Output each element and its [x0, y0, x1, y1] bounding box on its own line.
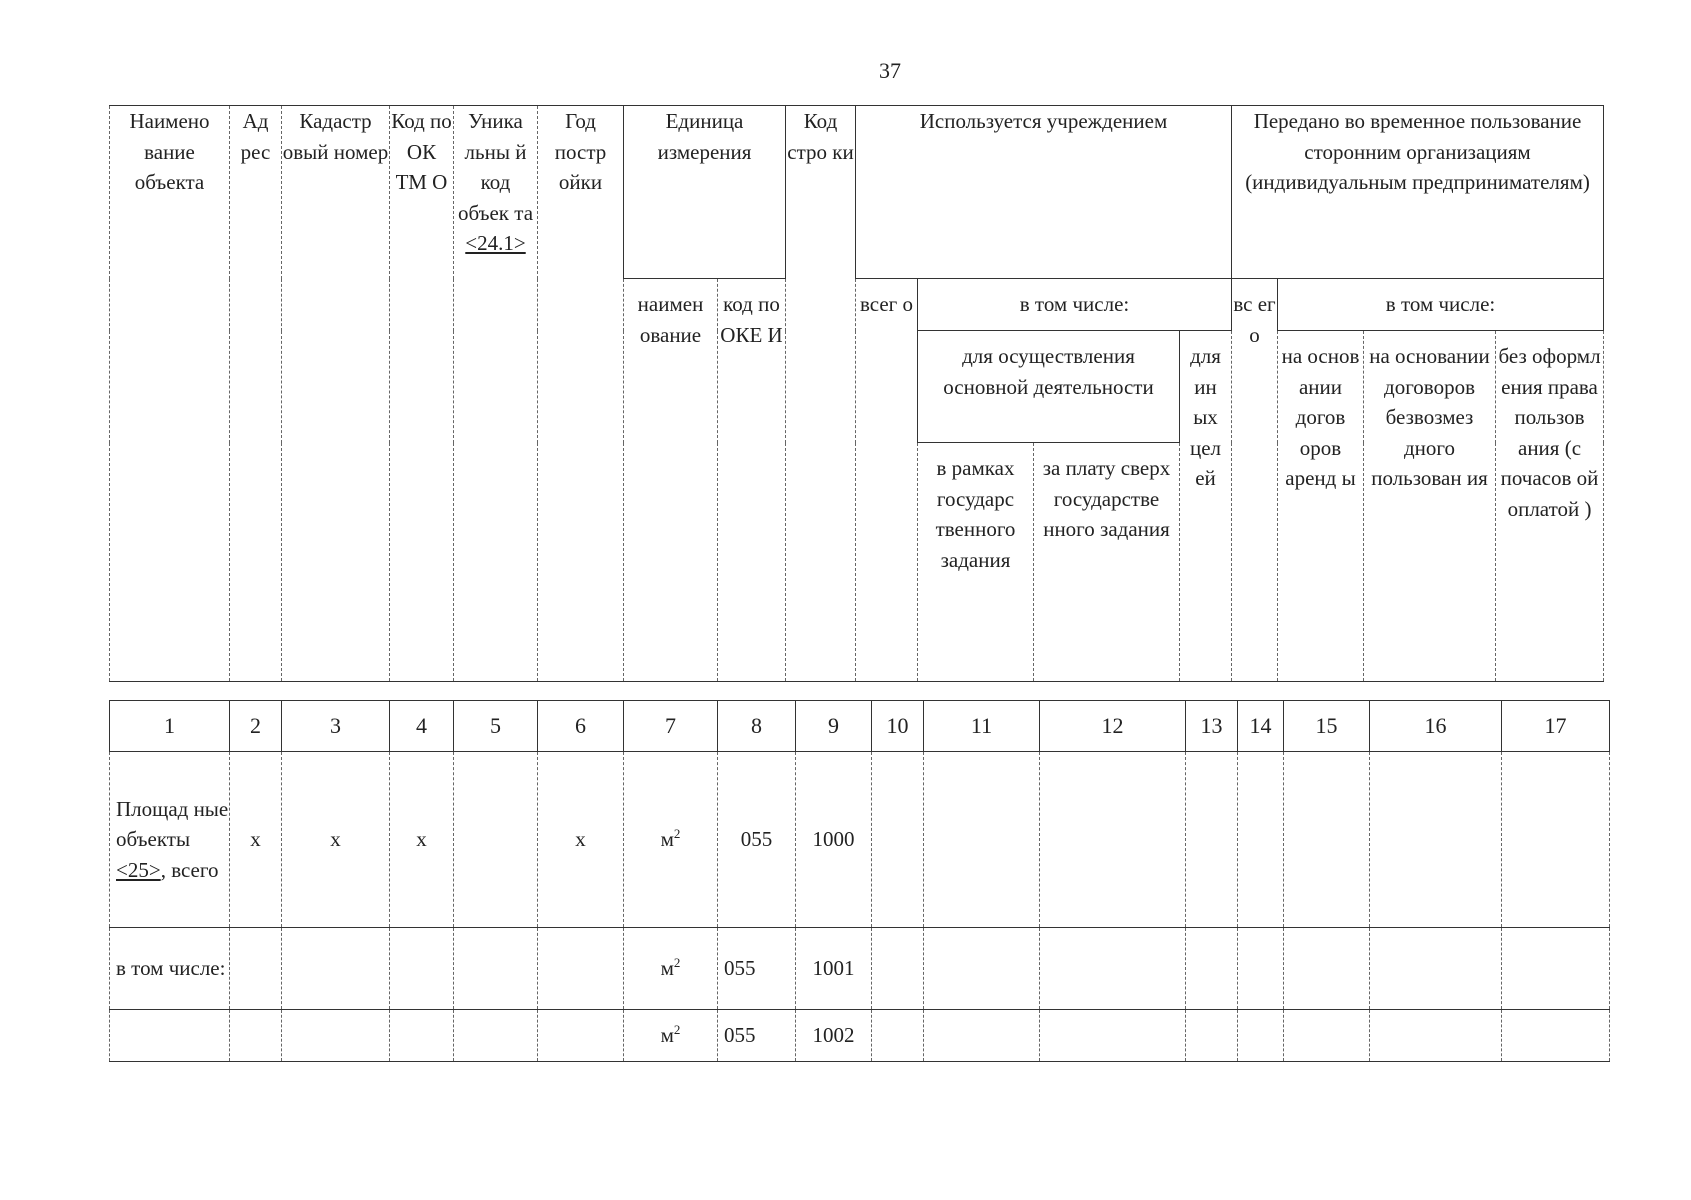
header-main-activity: для осуществления основной деятельности — [918, 331, 1180, 443]
row-cell-unique-code — [454, 928, 538, 1010]
header-unit-name: наимен ование — [624, 279, 718, 682]
unit-text: м — [660, 1023, 674, 1048]
header-used-total: всег о — [856, 279, 918, 682]
row-cell — [872, 752, 924, 928]
column-number: 2 — [230, 701, 282, 752]
row-cell — [924, 928, 1040, 1010]
row-cell — [1040, 928, 1186, 1010]
row-cell — [1186, 752, 1238, 928]
unit-text: м — [660, 827, 674, 852]
row-name — [110, 1010, 230, 1062]
header-lease: на основ ании догов оров аренд ы — [1278, 331, 1364, 682]
row-name: в том числе: — [110, 928, 230, 1010]
row-name-cell — [110, 752, 230, 928]
header-state-task: в рамках государс твенного задания — [918, 443, 1034, 682]
unit-sup: 2 — [673, 1022, 681, 1038]
row-cell-year — [538, 928, 624, 1010]
header-oktmo: Код по ОК ТМ О — [390, 106, 454, 682]
row-cell — [1186, 1010, 1238, 1062]
row-cell-oktmo — [390, 928, 454, 1010]
header-year-built: Год постр ойки — [538, 106, 624, 682]
header-unique-code — [454, 106, 538, 682]
column-number: 3 — [282, 701, 390, 752]
row-cell-unique-code — [454, 752, 538, 928]
table-row — [110, 752, 1610, 928]
footnote-ref-25: <25> — [116, 857, 161, 882]
column-number: 11 — [924, 701, 1040, 752]
header-paid-beyond-task: за плату сверх государстве нного задания — [1034, 443, 1180, 682]
header-no-formal-right: без оформл ения права пользов ания (с почасов ой оплатой ) — [1496, 331, 1604, 682]
row-cell — [1284, 928, 1370, 1010]
row-cell-year: x — [538, 752, 624, 928]
row-cell-unique-code — [454, 1010, 538, 1062]
header-transferred-group: Передано во временное пользование сторонним организациям (индивидуальным предпринимателям) — [1232, 106, 1604, 279]
row-cell — [924, 1010, 1040, 1062]
column-number: 14 — [1238, 701, 1284, 752]
unit-sup: 2 — [673, 955, 681, 971]
header-object-name: Наимено вание объекта — [110, 106, 230, 682]
row-cell — [872, 1010, 924, 1062]
unit-text: м — [660, 956, 674, 981]
header-free-use: на основании договоров безвозмез дного пользован ия — [1364, 331, 1496, 682]
row-cell-okei: 055 — [718, 928, 796, 1010]
row-cell-line-code: 1000 — [796, 752, 872, 928]
row-cell — [1502, 928, 1610, 1010]
row-cell-cadastral — [282, 1010, 390, 1062]
row-cell-address — [230, 1010, 282, 1062]
row-name: Площад ные объекты — [116, 796, 229, 852]
column-number: 17 — [1502, 701, 1610, 752]
row-cell — [1502, 1010, 1610, 1062]
row-cell — [1238, 1010, 1284, 1062]
row-cell-address — [230, 928, 282, 1010]
row-cell-okei: 055 — [718, 1010, 796, 1062]
header-used-incl: в том числе: — [918, 279, 1232, 331]
column-number: 6 — [538, 701, 624, 752]
row-cell — [1238, 752, 1284, 928]
column-number: 16 — [1370, 701, 1502, 752]
column-number: 5 — [454, 701, 538, 752]
header-address: Ад рес — [230, 106, 282, 682]
table-header — [109, 105, 1604, 682]
row-cell-unit — [624, 752, 718, 928]
row-cell-year — [538, 1010, 624, 1062]
header-used-group: Используется учреждением — [856, 106, 1232, 279]
column-number: 13 — [1186, 701, 1238, 752]
row-cell-line-code: 1002 — [796, 1010, 872, 1062]
footnote-ref-24-1: <24.1> — [465, 231, 526, 255]
row-cell-oktmo: x — [390, 752, 454, 928]
row-cell-address: x — [230, 752, 282, 928]
row-cell — [1370, 1010, 1502, 1062]
column-number: 7 — [624, 701, 718, 752]
column-number: 10 — [872, 701, 924, 752]
row-cell — [1370, 752, 1502, 928]
row-cell-oktmo — [390, 1010, 454, 1062]
row-cell — [872, 928, 924, 1010]
row-cell — [1040, 752, 1186, 928]
column-number: 1 — [110, 701, 230, 752]
column-number: 12 — [1040, 701, 1186, 752]
row-cell — [924, 752, 1040, 928]
row-cell-okei: 055 — [718, 752, 796, 928]
unit-sup: 2 — [673, 826, 681, 842]
header-unit-group: Единица измерения — [624, 106, 786, 279]
column-number: 4 — [390, 701, 454, 752]
column-number: 15 — [1284, 701, 1370, 752]
row-cell — [1238, 928, 1284, 1010]
header-unique-code-text: Уника льны й код объек та — [457, 109, 534, 225]
page-number: 37 — [879, 58, 901, 83]
row-cell — [1284, 752, 1370, 928]
table-row — [110, 928, 1610, 1010]
row-cell-line-code: 1001 — [796, 928, 872, 1010]
row-cell-unit — [624, 928, 718, 1010]
header-okei: код по ОКЕ И — [718, 279, 786, 682]
header-line-code: Код стро ки — [786, 106, 856, 682]
row-cell-cadastral — [282, 928, 390, 1010]
row-cell — [1284, 1010, 1370, 1062]
row-name-suffix: , всего — [160, 857, 219, 882]
table-body — [109, 700, 1610, 1062]
row-cell-cadastral: x — [282, 752, 390, 928]
header-other-purposes: для ин ых цел ей — [1180, 331, 1232, 682]
column-number: 9 — [796, 701, 872, 752]
row-cell — [1370, 928, 1502, 1010]
row-cell — [1186, 928, 1238, 1010]
table-row — [110, 1010, 1610, 1062]
column-numbers-row — [110, 701, 1610, 752]
header-transferred-incl: в том числе: — [1278, 279, 1604, 331]
header-cadastral-number: Кадастр овый номер — [282, 106, 390, 682]
column-number: 8 — [718, 701, 796, 752]
row-cell-unit — [624, 1010, 718, 1062]
header-transferred-total: вс ег о — [1232, 279, 1278, 682]
row-cell — [1502, 752, 1610, 928]
row-cell — [1040, 1010, 1186, 1062]
